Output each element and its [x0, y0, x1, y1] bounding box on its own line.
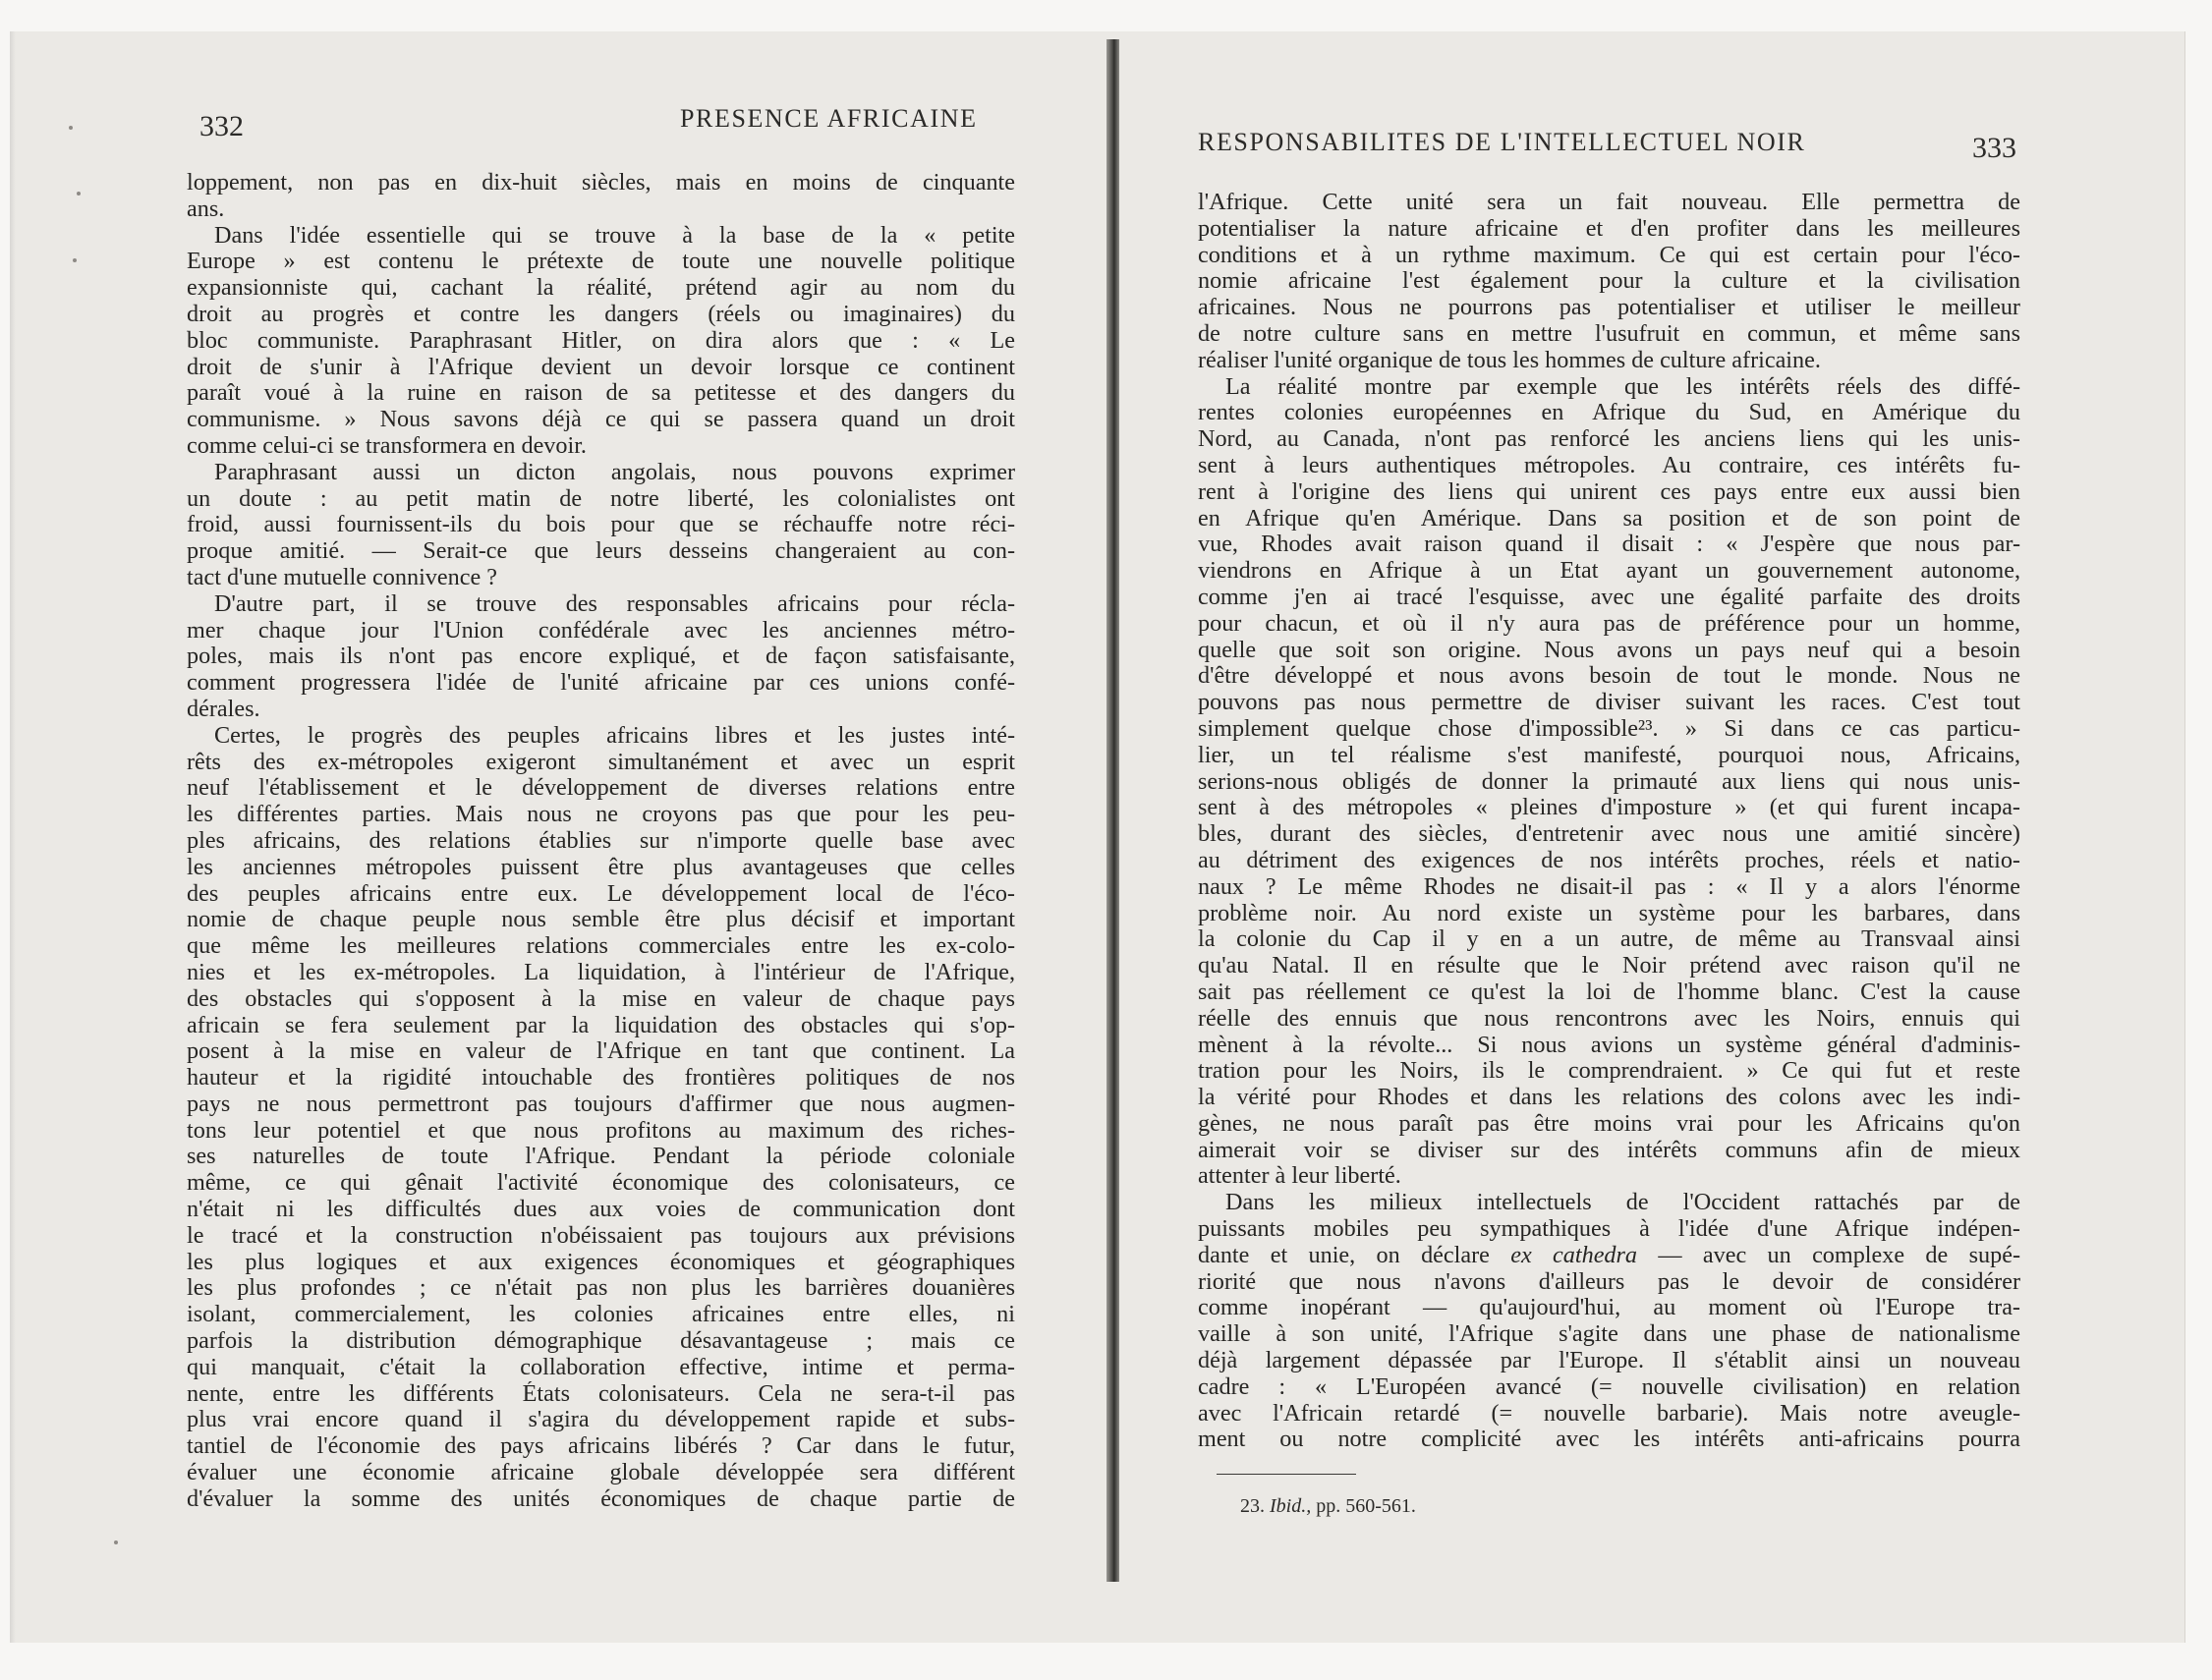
text-line: tons leur potentiel et que nous profitons au maximum des riches-: [187, 1117, 1015, 1144]
text-line: bloc communiste. Paraphrasant Hitler, on dira alors que : « Le: [187, 327, 1015, 354]
text-line: comme celui-ci se transformera en devoir.: [187, 432, 587, 459]
footnote-rule: [1217, 1474, 1356, 1475]
text-line: africain se fera seulement par la liquidation des obstacles qui s'op-: [187, 1012, 1015, 1038]
text-line: droit au progrès et contre les dangers (réels ou imaginaires) du: [187, 301, 1015, 327]
text-line: isolant, commercialement, les colonies africaines entre elles, ni: [187, 1302, 1015, 1328]
text-line: plus vrai encore quand il s'agira du développement rapide et subs-: [187, 1407, 1015, 1433]
text-line: comme j'en ai tracé l'esquisse, avec une égalité parfaite des droits: [1198, 584, 2020, 610]
text-line: paraît voué à la ruine en raison de sa petitesse et des dangers du: [187, 380, 1015, 407]
scan-speck: [69, 126, 73, 130]
text-line: rêts des ex-métropoles exigeront simultanément et avec un esprit: [187, 749, 1015, 775]
text-line: rent à l'origine des liens qui unirent ces pays entre eux aussi bien: [1198, 478, 2020, 505]
text-line: nente, entre les différents États colonisateurs. Cela ne sera-t-il pas: [187, 1380, 1015, 1407]
text-line: comment progressera l'idée de l'unité africaine par ces unions confé-: [187, 670, 1015, 697]
text-line: serions-nous obligés de donner la primauté aux liens qui nous unis-: [1198, 768, 2020, 795]
text-line: même, ce qui gênait l'activité économique des colonisateurs, ce: [187, 1170, 1015, 1197]
text-line: d'être développé et nous avons besoin de tout le monde. Nous ne: [1198, 663, 2020, 690]
text-line: mer chaque jour l'Union confédérale avec les anciennes métro-: [187, 617, 1015, 644]
text-line: pour chacun, et où il n'y aura pas de préférence pour un homme,: [1198, 610, 2020, 637]
text-line: nomie de chaque peuple nous semble être plus décisif et important: [187, 907, 1015, 933]
text-line: D'autre part, il se trouve des responsables africains pour récla-: [214, 590, 1015, 617]
text-line: Dans l'idée essentielle qui se trouve à la base de la « petite: [214, 222, 1015, 249]
page-number-right: 333: [1972, 132, 2016, 164]
text-line: n'était ni les difficultés dues aux voies de communication dont: [187, 1197, 1015, 1223]
text-line: proque amitié. — Serait-ce que leurs desseins changeraient au con-: [187, 538, 1015, 565]
text-line: Europe » est contenu le prétexte de toute une nouvelle politique: [187, 249, 1015, 275]
text-line: africaines. Nous ne pourrons pas potentialiser et utiliser le meilleur: [1198, 295, 2020, 321]
text-line: la colonie du Cap il y en a un autre, de même au Transvaal ainsi: [1198, 926, 2020, 953]
text-line: pays ne nous permettront pas toujours d'affirmer que nous augmen-: [187, 1091, 1015, 1117]
footnote-pages: pp. 560-561.: [1316, 1495, 1416, 1517]
page-number-left: 332: [199, 110, 244, 142]
text-line: La réalité montre par exemple que les intérêts réels des diffé-: [1225, 373, 2020, 400]
left-page-text: [187, 170, 1015, 1513]
text-line: déjà largement dépassée par l'Europe. Il s'établit ainsi un nouveau: [1198, 1348, 2020, 1374]
text-line: tration pour les Noirs, ils le comprendraient. » Ce qui fut et reste: [1198, 1058, 2020, 1085]
text-line: Paraphrasant aussi un dicton angolais, nous pouvons exprimer: [214, 459, 1015, 485]
text-line: rentes colonies européennes en Afrique du Sud, en Amérique du: [1198, 400, 2020, 426]
text-line: dérales.: [187, 696, 260, 722]
text-line: riorité que nous n'avons d'ailleurs pas le devoir de considérer: [1198, 1268, 2020, 1295]
text-line: vaille à son unité, l'Afrique s'agite dans une phase de nationalisme: [1198, 1321, 2020, 1348]
text-line: qui manquait, c'était la collaboration effective, intime et perma-: [187, 1354, 1015, 1380]
text-line: bles, durant des siècles, d'entretenir avec nous une amitié sincère): [1198, 821, 2020, 848]
text-line: lier, un tel réalisme s'est manifesté, pourquoi nous, Africains,: [1198, 742, 2020, 768]
text-line: ses naturelles de toute l'Afrique. Pendant la période coloniale: [187, 1144, 1015, 1170]
text-line: Nord, au Canada, n'ont pas renforcé les anciens liens qui les unis-: [1198, 426, 2020, 453]
text-line: ples africains, des relations établies sur n'importe quelle base avec: [187, 827, 1015, 854]
text-line: poles, mais ils n'ont pas encore expliqué, et de façon satisfaisante,: [187, 644, 1015, 670]
text-line: avec l'Africain retardé (= nouvelle barbarie). Mais notre aveugle-: [1198, 1400, 2020, 1427]
text-line: puissants mobiles peu sympathiques à l'idée d'une Afrique indépen-: [1198, 1216, 2020, 1243]
text-line: cadre : « L'Européen avancé (= nouvelle civilisation) en relation: [1198, 1373, 2020, 1400]
text-line: Dans les milieux intellectuels de l'Occident rattachés par de: [1225, 1190, 2020, 1216]
text-line: tantiel de l'économie des pays africains libérés ? Car dans le futur,: [187, 1433, 1015, 1460]
text-line: nies et les ex-métropoles. La liquidation, à l'intérieur de l'Afrique,: [187, 959, 1015, 985]
text-line: nomie africaine l'est également pour la culture et la civilisation: [1198, 268, 2020, 295]
scan-speck: [114, 1540, 118, 1544]
text-line: d'évaluer la somme des unités économiques de chaque partie de: [187, 1485, 1015, 1512]
text-line: sent à des métropoles « pleines d'imposture » (et qui furent incapa-: [1198, 795, 2020, 821]
text-line: neuf l'établissement et le développement de diverses relations entre: [187, 775, 1015, 802]
text-line: aimerait voir se diviser sur des intérêts communs afin de mieux: [1198, 1137, 2020, 1163]
text-line: conditions et à un rythme maximum. Ce qui est certain pour l'éco-: [1198, 242, 2020, 268]
text-line: attenter à leur liberté.: [1198, 1163, 1401, 1190]
text-line: sait pas réellement ce qu'est la loi de l'homme blanc. C'est la cause: [1198, 979, 2020, 1005]
running-head-left: PRESENCE AFRICAINE: [680, 104, 978, 133]
text-line: sent à leurs authentiques métropoles. Au contraire, ces intérêts fu-: [1198, 452, 2020, 478]
text-line: la vérité pour Rhodes et dans les relations des colons avec les indi-: [1198, 1085, 2020, 1111]
text-line: en Afrique qu'en Amérique. Dans sa position et de son point de: [1198, 505, 2020, 532]
text-line: viendrons en Afrique à un Etat ayant un gouvernement autonome,: [1198, 558, 2020, 585]
text-line: évaluer une économie africaine globale développée sera différent: [187, 1460, 1015, 1486]
text-line: les plus logiques et aux exigences économiques et géographiques: [187, 1249, 1015, 1275]
text-line: gènes, ne nous paraît pas être moins vrai pour les Africains qu'on: [1198, 1110, 2020, 1137]
text-line: un doute : au petit matin de notre liberté, les colonialistes ont: [187, 485, 1015, 512]
text-line: froid, aussi fournissent-ils du bois pour que se réchauffe notre réci-: [187, 512, 1015, 538]
running-head-right: RESPONSABILITES DE L'INTELLECTUEL NOIR: [1198, 128, 1806, 156]
text-line: des peuples africains entre eux. Le développement local de l'éco-: [187, 880, 1015, 907]
text-line: l'Afrique. Cette unité sera un fait nouveau. Elle permettra de: [1198, 190, 2020, 215]
text-line: au détriment des exigences de nos intérêts proches, réels et natio-: [1198, 847, 2020, 873]
text-line: communisme. » Nous savons déjà ce qui se passera quand un droit: [187, 407, 1015, 433]
text-line: les anciennes métropoles puissent être plus avantageuses que celles: [187, 854, 1015, 880]
text-line: posent à la mise en valeur de l'Afrique en tant que continent. La: [187, 1038, 1015, 1065]
text-line: tact d'une mutuelle connivence ?: [187, 564, 497, 590]
footnote-number: 23.: [1240, 1495, 1265, 1517]
text-line: qu'au Natal. Il en résulte que le Noir prétend avec raison qu'il ne: [1198, 953, 2020, 980]
text-line: de notre culture sans en mettre l'usufruit en commun, et même sans: [1198, 320, 2020, 347]
text-line: réaliser l'unité organique de tous les hommes de culture africaine.: [1198, 347, 1821, 373]
text-line: naux ? Le même Rhodes ne disait-il pas : « Il y a alors l'énorme: [1198, 873, 2020, 900]
text-line: expansionniste qui, cachant la réalité, prétend agir au nom du: [187, 275, 1015, 302]
text-line: simplement quelque chose d'impossible²³. » Si dans ce cas particu-: [1198, 715, 2020, 742]
scan-speck: [73, 258, 77, 262]
text-line: Certes, le progrès des peuples africains libres et les justes inté-: [214, 722, 1015, 749]
text-line: les différentes parties. Mais nous ne croyons pas que pour les peu-: [187, 802, 1015, 828]
text-line: le tracé et la construction n'obéissaient pas toujours aux prévisions: [187, 1222, 1015, 1249]
scan-speck: [77, 192, 81, 196]
text-line: loppement, non pas en dix-huit siècles, mais en moins de cinquante: [187, 170, 1015, 196]
text-line: quelle que soit son origine. Nous avons un pays neuf qui a besoin: [1198, 637, 2020, 663]
text-line: les plus profondes ; ce n'était pas non plus les barrières douanières: [187, 1275, 1015, 1302]
text-line: problème noir. Au nord existe un système pour les barbares, dans: [1198, 900, 2020, 926]
text-line: pouvons pas nous permettre de diviser suivant les races. C'est tout: [1198, 690, 2020, 716]
right-page-text: [1198, 190, 2020, 1453]
footnote-source: Ibid.,: [1270, 1495, 1312, 1517]
book-gutter: [1106, 39, 1119, 1582]
text-line: vue, Rhodes avait raison quand il disait : « J'espère que nous par-: [1198, 532, 2020, 558]
text-line: potentialiser la nature africaine et d'en profiter dans les meilleures: [1198, 215, 2020, 242]
text-line: ment ou notre complicité avec les intérêts anti-africains pourra: [1198, 1427, 2020, 1453]
text-line: ans.: [187, 196, 225, 222]
text-line: réelle des ennuis que nous rencontrons avec les Noirs, ennuis qui: [1198, 1005, 2020, 1032]
text-line: droit de s'unir à l'Afrique devient un devoir lorsque ce continent: [187, 354, 1015, 380]
page-edge-shadow: [10, 31, 16, 1643]
text-line: des obstacles qui s'opposent à la mise en valeur de chaque pays: [187, 985, 1015, 1012]
text-line: que même les meilleures relations commerciales entre les ex-colo-: [187, 933, 1015, 960]
text-line: mènent à la révolte... Si nous avions un système général d'adminis-: [1198, 1032, 2020, 1058]
text-line: parfois la distribution démographique désavantageuse ; mais ce: [187, 1328, 1015, 1355]
text-line: comme inopérant — qu'aujourd'hui, au moment où l'Europe tra-: [1198, 1295, 2020, 1321]
text-line: dante et unie, on déclare ex cathedra — avec un complexe de supé-: [1198, 1242, 2020, 1268]
text-line: hauteur et la rigidité intouchable des frontières politiques de nos: [187, 1065, 1015, 1092]
footnote: [1240, 1495, 1416, 1518]
